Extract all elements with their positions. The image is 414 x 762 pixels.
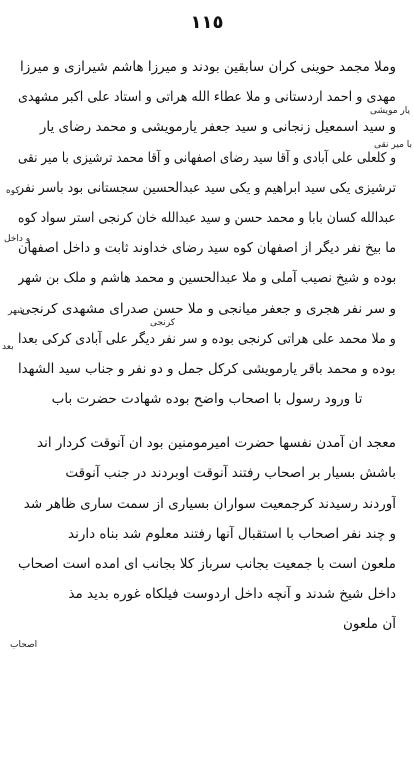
text-line bbox=[18, 233, 396, 263]
text-line bbox=[18, 354, 396, 384]
text-line bbox=[18, 458, 396, 488]
text-line bbox=[18, 52, 396, 82]
marginal-note: شهر bbox=[8, 306, 25, 316]
text-line bbox=[18, 143, 396, 173]
line-text: عبدالله کسان بابا و محمد حسن و سید عبدالله خان کرنجی استر سواد کوه bbox=[18, 209, 396, 226]
text-line bbox=[18, 519, 396, 549]
text-line bbox=[18, 549, 396, 579]
marginal-note: کرنجی bbox=[150, 318, 176, 328]
text-line bbox=[18, 324, 396, 354]
line-text: تا ورود رسول با اصحاب واضح بوده شهادت حضرت باب bbox=[51, 391, 363, 408]
manuscript-body bbox=[18, 52, 396, 640]
line-text: معجد ان آمدن نفسها حضرت امیرمومنین بود ان آنوقت کردار اند bbox=[37, 435, 396, 452]
marginal-note: بعد bbox=[2, 342, 14, 352]
line-text: داخل شیخ شدند و آنچه داخل اردوست فیلکاه غوره بدید مذ bbox=[68, 586, 396, 603]
line-text: آن ملعون bbox=[342, 616, 396, 633]
text-line bbox=[18, 489, 396, 519]
text-line bbox=[18, 294, 396, 324]
line-text: ترشیزی یکی سید ابراهیم و یکی سید عبدالحسین سجستانی بود باسر نفر bbox=[18, 179, 396, 196]
line-text: ما بیخ نفر دیگر از اصفهان کوه سید رضای خداوند ثابت و داخل اصفهان bbox=[18, 240, 396, 257]
line-text: وملا مجمد حوینی کران سابقین بودند و میرزا هاشم شیرازی و میرزا bbox=[19, 59, 396, 75]
line-text: بوده و شیخ نصیب آملی و ملا عبدالحسین و محمد هاشم و ملک بن شهر bbox=[18, 270, 396, 287]
line-text: باشش بسیار بر اصحاب رفتند آنوقت اوبردند در جنب آنوقت bbox=[65, 465, 396, 482]
text-line bbox=[18, 428, 396, 458]
paragraph-gap bbox=[18, 414, 396, 428]
line-text: و ملا محمد علی هراتی کرنجی بوده و سر نفر دیگر علی آبادی کرکی بعدا bbox=[18, 330, 396, 347]
line-text: و کلعلی علی آبادی و آقا سید رضای اصفهانی و آقا محمد ترشیزی با میر نقی bbox=[18, 149, 396, 166]
marginal-note: یار مویشی bbox=[370, 106, 410, 116]
text-line bbox=[18, 579, 396, 609]
text-line bbox=[18, 82, 396, 112]
line-text: و چند نفر اصحاب با استقبال آنها رفتند معلوم شد بناه دارند bbox=[68, 525, 396, 542]
text-line bbox=[18, 112, 396, 142]
marginal-note: اصحاب bbox=[10, 640, 38, 650]
text-line-heading bbox=[18, 384, 396, 414]
line-text: بوده و محمد باقر یارمویشی کرکل جمل و دو نفر و جناب سید الشهدا bbox=[18, 360, 396, 377]
marginal-note: کوه bbox=[6, 186, 20, 196]
line-text: ملعون است با جمعیت بجانب سرباز کلا بجانب ای امده است اصحاب bbox=[18, 556, 396, 572]
marginal-note: و داخل bbox=[4, 234, 31, 244]
line-text: و سر نفر هجری و جعفر میانجی و ملا حسن صدرای مشهدی کرنجی bbox=[19, 300, 396, 317]
line-text: آوردند رسیدند کرجمعیت سواران بسیاری از سمت ساری ظاهر شد bbox=[23, 495, 396, 512]
line-text: مهدی و احمد اردستانی و ملا عطاء الله هراتی و استاد علی اکبر مشهدی bbox=[18, 89, 396, 106]
text-line bbox=[18, 263, 396, 293]
text-line bbox=[18, 173, 396, 203]
page-number: ١١٥ bbox=[190, 12, 224, 33]
text-line bbox=[18, 203, 396, 233]
text-line-last bbox=[18, 609, 396, 639]
line-text: و سید اسمعیل زنجانی و سید جعفر یارمویشی و محمد رضای یار bbox=[39, 119, 396, 136]
marginal-note: با میر نقی bbox=[373, 140, 412, 150]
